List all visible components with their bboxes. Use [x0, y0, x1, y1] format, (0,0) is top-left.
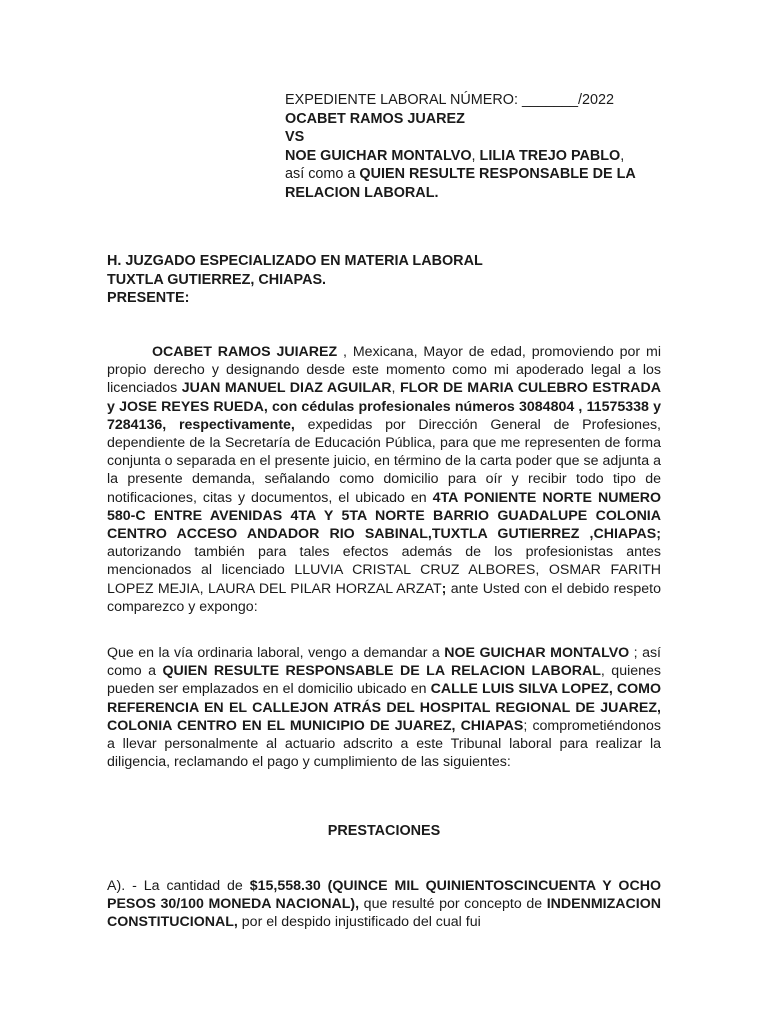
text-run: QUIEN RESULTE RESPONSABLE DE LA	[359, 166, 636, 183]
section-heading: PRESTACIONES	[327, 823, 441, 839]
text-run: ;	[441, 580, 447, 597]
text-run: , Mexicana, Mayor de edad, promoviendo por mi propio derecho y designando desde este momento como mi apoderado legal a los licenciados	[107, 344, 661, 397]
court-address	[107, 252, 661, 308]
court-line: TUXTLA GUTIERREZ, CHIAPAS.	[107, 271, 327, 288]
text-run: autorizando también para tales efectos además de los profesionistas antes mencionados al licenciado LLUVIA CRISTAL CRUZ ALBORES, OSMAR FARITH LOPEZ MEJIA, LAURA DEL PILAR HORZAL ARZAT	[107, 544, 661, 597]
text-run: QUIEN RESULTE RESPONSABLE DE LA RELACION LABORAL	[162, 663, 601, 680]
plaintiff-name: OCABET RAMOS JUAREZ	[285, 110, 465, 127]
text-run: ; así como a	[107, 645, 661, 680]
claim-item-a	[107, 877, 661, 932]
text-run: ,	[471, 147, 480, 164]
text-run: que resulté por concepto de	[359, 896, 547, 913]
caption-line	[285, 147, 661, 166]
text-run: , quienes pueden ser emplazados en el domicilio ubicado en	[107, 663, 662, 698]
caption-line	[285, 184, 661, 203]
text-run: expedidas por Dirección General de Profesiones, dependiente de la Secretaría de Educación Pública, para que me representen de forma conjunta o separada en el presente juicio, en término de la carta poder que se adjunta a la presente demanda, señalando como domicilio para oír y recibir todo tipo de notificaciones, citas y documentos, el ubicado en	[107, 416, 662, 506]
text-run: ante Usted con el debido respeto comparezco y expongo:	[107, 580, 661, 615]
versus-label: VS	[285, 129, 305, 146]
text-run: Que en la vía ordinaria laboral, vengo a demandar a	[107, 645, 445, 661]
intro-paragraph	[107, 343, 661, 616]
text-run: EXPEDIENTE LABORAL NÚMERO: _______/2022	[285, 92, 615, 108]
text-run: A). - La cantidad de	[107, 878, 250, 894]
text-run: así como a	[285, 166, 360, 183]
caption-line	[285, 165, 661, 184]
text-run: INDENMIZACION CONSTITUCIONAL,	[107, 896, 661, 931]
text-run: ,	[391, 380, 400, 397]
text-run: FLOR DE MARIA CULEBRO ESTRADA y JOSE REYES RUEDA, con cédulas profesionales números 3084804 , 11575338 y 7284136, respectivamente,	[107, 380, 661, 433]
case-caption	[285, 91, 661, 203]
defendant-name: LILIA TREJO PABLO	[479, 147, 621, 164]
text-run: $15,558.30 (QUINCE MIL QUINIENTOSCINCUENTA Y OCHO PESOS 30/100 MONEDA NACIONAL),	[107, 878, 661, 913]
text-run: ,	[620, 147, 625, 164]
text-run: OCABET RAMOS JUIAREZ	[152, 344, 338, 360]
court-line: PRESENTE:	[107, 290, 190, 307]
text-run: JUAN MANUEL DIAZ AGUILAR	[181, 380, 392, 397]
text-run: NOE GUICHAR MONTALVO	[444, 645, 630, 661]
claim-paragraph	[107, 644, 661, 771]
text-run: 4TA PONIENTE NORTE NUMERO 580-C ENTRE AVENIDAS 4TA Y 5TA NORTE BARRIO GUADALUPE COLONIA CENTRO ACCESO ANDADOR RIO SABINAL,TUXTLA GUTIERREZ ,CHIAPAS;	[107, 489, 662, 543]
caption-line	[285, 91, 661, 110]
text-run: CALLE LUIS SILVA LOPEZ, COMO REFERENCIA EN EL CALLEJON ATRÁS DEL HOSPITAL REGIONAL DE JUAREZ, COLONIA CENTRO EN EL MUNICIPIO DE JUAREZ, CHIAPAS	[107, 681, 661, 734]
defendant-name: NOE GUICHAR MONTALVO	[285, 147, 472, 164]
text-run: RELACION LABORAL.	[285, 184, 439, 201]
text-run: por el despido injustificado del cual fui	[237, 914, 481, 931]
text-run: ; comprometiéndonos a llevar personalmente al actuario adscrito a este Tribunal laboral para realizar la diligencia, reclamando el pago y cumplimiento de las siguientes:	[107, 717, 661, 771]
caption-line	[285, 110, 661, 129]
court-line: H. JUZGADO ESPECIALIZADO EN MATERIA LABORAL	[107, 253, 483, 269]
caption-line	[285, 128, 661, 147]
